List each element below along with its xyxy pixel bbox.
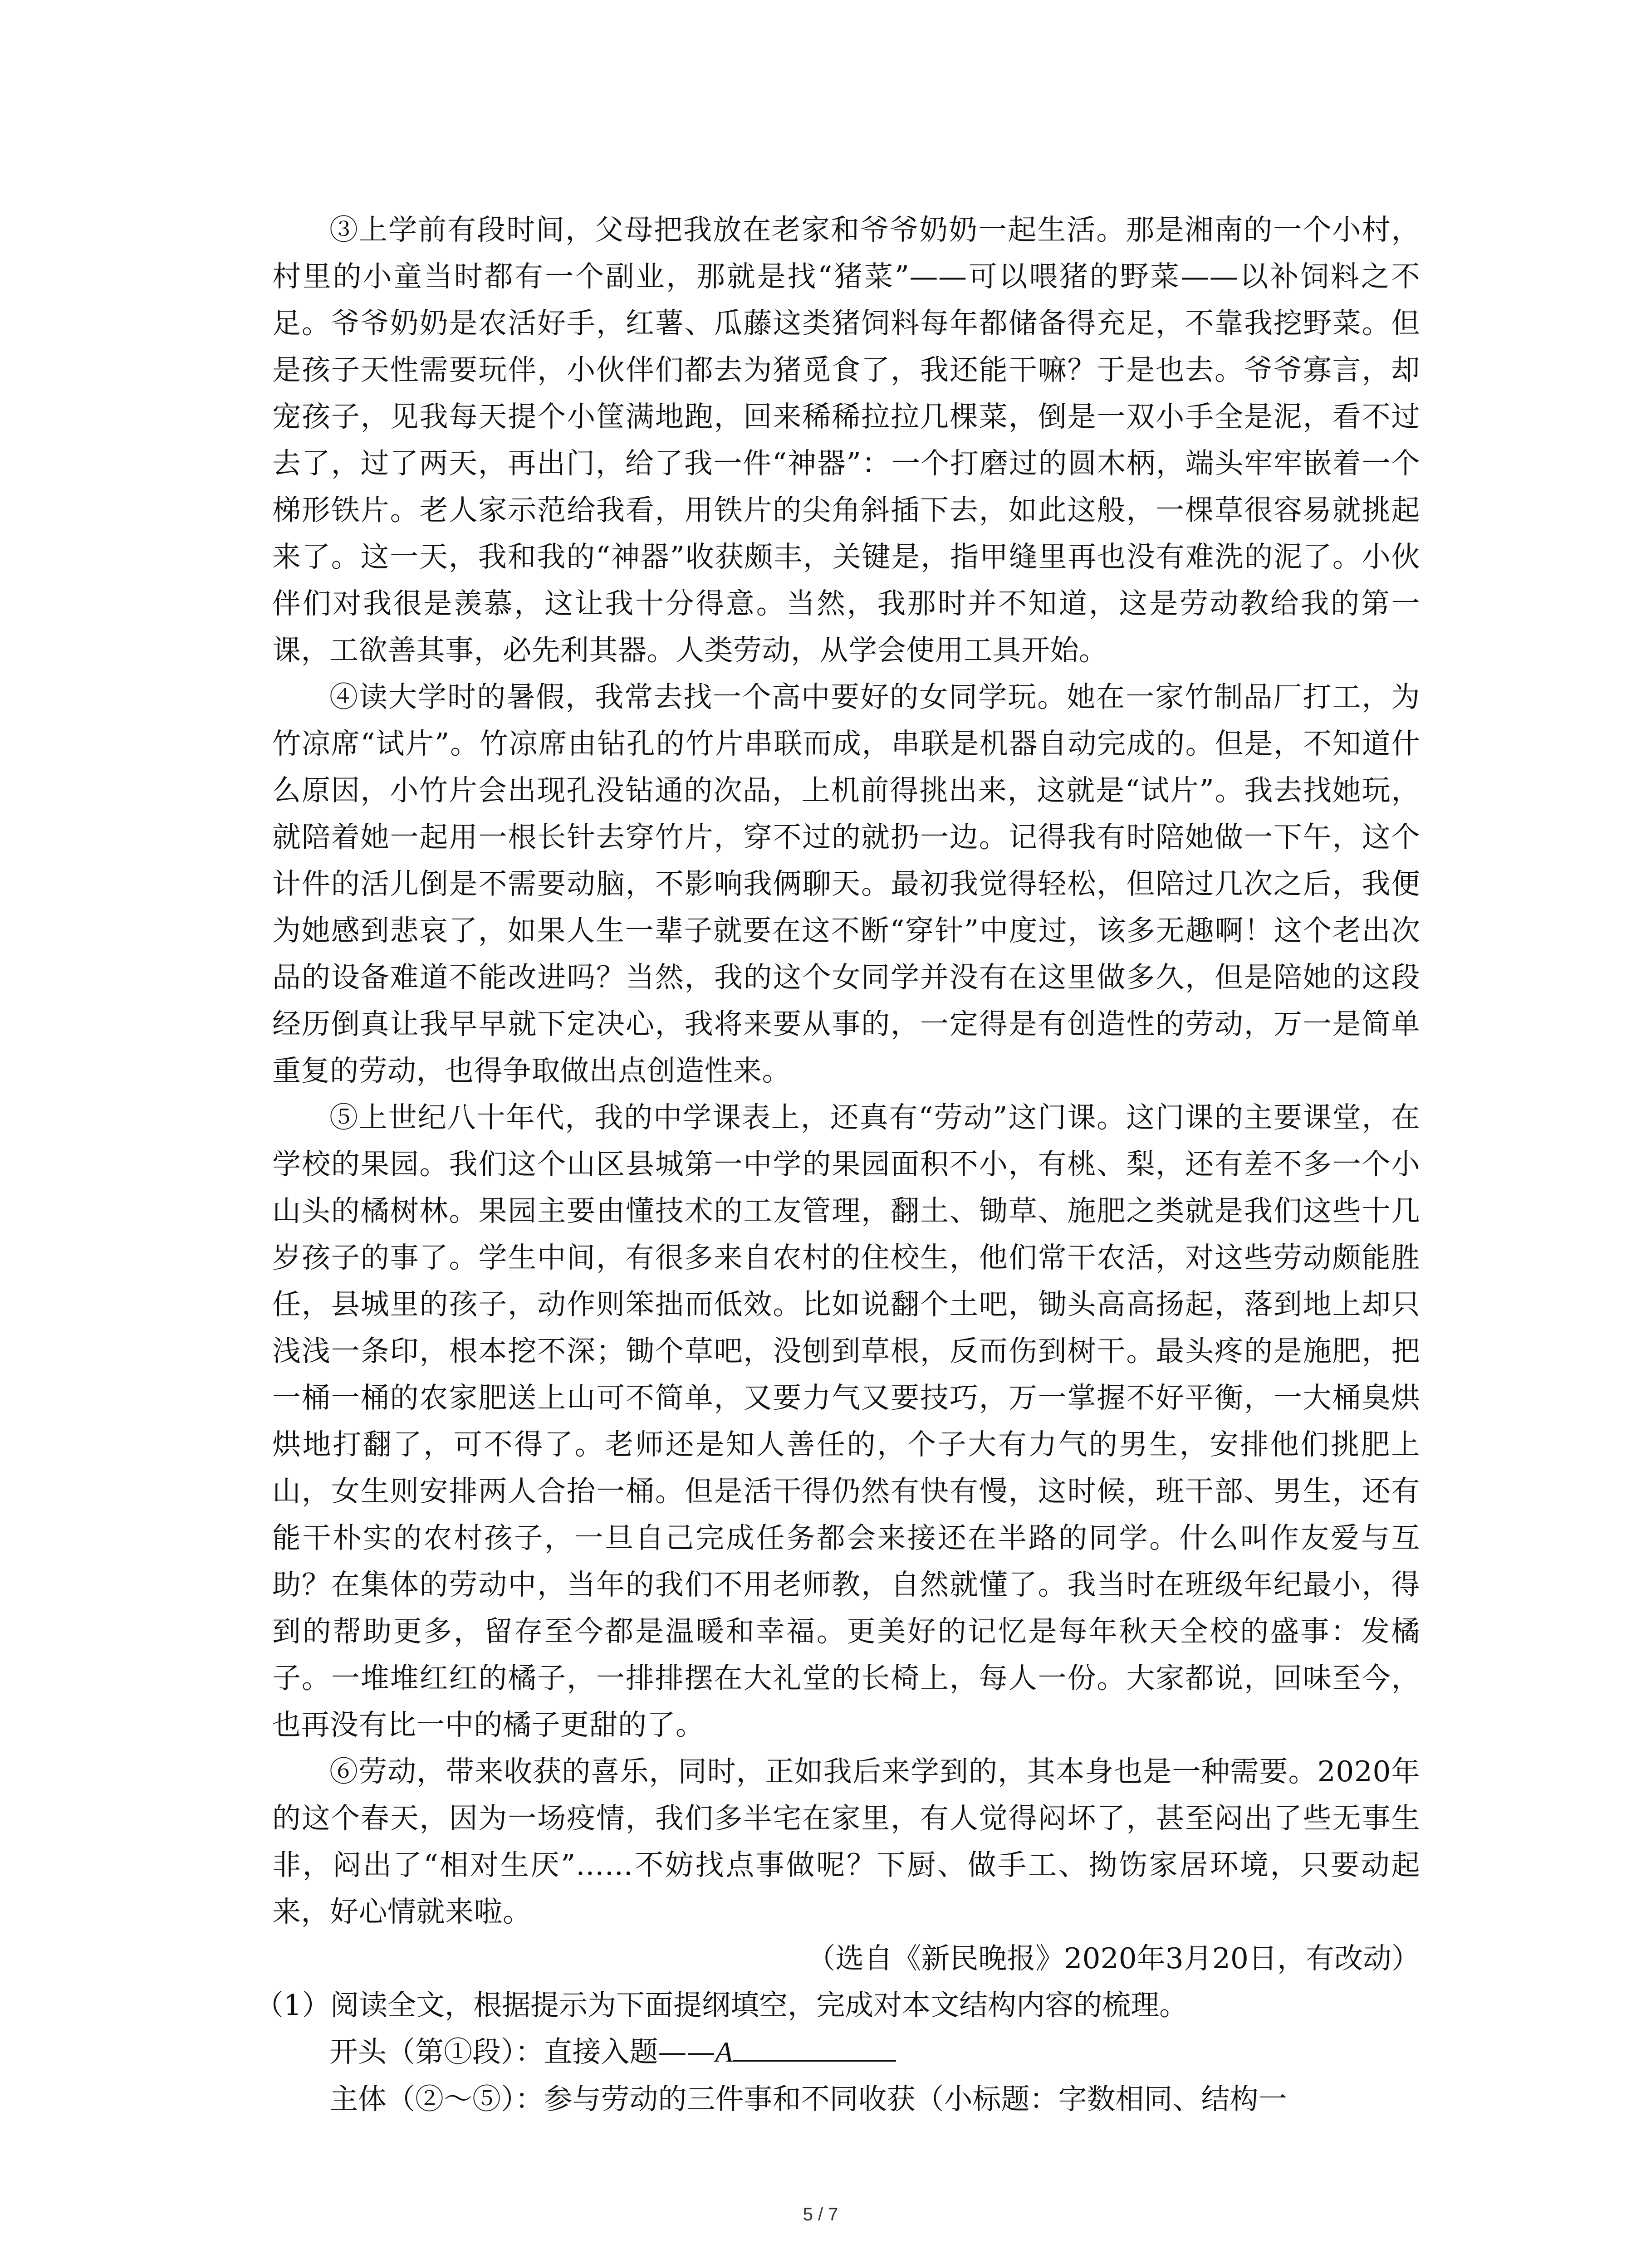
page-number: 5 / 7 — [803, 2204, 838, 2224]
document-body — [255, 206, 1420, 2122]
source-citation: （选自《新民晚报》2020年3月20日，有改动） — [807, 1942, 1420, 1975]
blank-a-label: A — [715, 2036, 733, 2068]
outline-opening-text: 开头（第①段）：直接入题—— — [329, 2035, 715, 2068]
paragraph-3: ③上学前有段时间，父母把我放在老家和爷爷奶奶一起生活。那是湘南的一个小村，村里的小童当时都有一个副业，那就是找“猪菜”——可以喂猪的野菜——以补饲料之不足。爷爷奶奶是农活好手，红薯、瓜藤这类猪饲料每年都储备得充足，不靠我挖野菜。但是孩子天性需要玩伴，小伙伴们都去为猪觅食了，我还能干嘛？于是也去。爷爷寡言，却宠孩子，见我每天提个小筐满地跑，回来稀稀拉拉几棵菜，倒是一双小手全是泥，看不过去了，过了两天，再出门，给了我一件“神器”：一个打磨过的圆木柄，端头牢牢嵌着一个梯形铁片。老人家示范给我看，用铁片的尖角斜插下去，如此这般，一棵草很容易就挑起来了。这一天，我和我的“神器”收获颇丰，关键是，指甲缝里再也没有难洗的泥了。小伙伴们对我很是羡慕，这让我十分得意。当然，我那时并不知道，这是劳动教给我的第一课，工欲善其事，必先利其器。人类劳动，从学会使用工具开始。 — [272, 213, 1420, 667]
paragraph-5: ⑤上世纪八十年代，我的中学课表上，还真有“劳动”这门课。这门课的主要课堂，在学校的果园。我们这个山区县城第一中学的果园面积不小，有桃、梨，还有差不多一个小山头的橘树林。果园主要由懂技术的工友管理，翻土、锄草、施肥之类就是我们这些十几岁孩子的事了。学生中间，有很多来自农村的住校生，他们常干农活，对这些劳动颇能胜任，县城里的孩子，动作则笨拙而低效。比如说翻个土吧，锄头高高扬起，落到地上却只浅浅一条印，根本挖不深；锄个草吧，没刨到草根，反而伤到树干。最头疼的是施肥，把一桶一桶的农家肥送上山可不简单，又要力气又要技巧，万一掌握不好平衡，一大桶臭烘烘地打翻了，可不得了。老师还是知人善任的，个子大有力气的男生，安排他们挑肥上山，女生则安排两人合抬一桶。但是活干得仍然有快有慢，这时候，班干部、男生，还有能干朴实的农村孩子，一旦自己完成任务都会来接还在半路的同学。什么叫作友爱与互助？在集体的劳动中，当年的我们不用老师教，自然就懂了。我当时在班级年纪最小，得到的帮助更多，留存至今都是温暖和幸福。更美好的记忆是每年秋天全校的盛事：发橘子。一堆堆红红的橘子，一排排摆在大礼堂的长椅上，每人一份。大家都说，回味至今，也再没有比一中的橘子更甜的了。 — [272, 1101, 1420, 1741]
outline-body: 主体（②～⑤）：参与劳动的三件事和不同收获（小标题：字数相同、结构一 — [329, 2082, 1287, 2116]
blank-a-line — [733, 2033, 896, 2062]
paragraph-6: ⑥劳动，带来收获的喜乐，同时，正如我后来学到的，其本身也是一种需要。2020年的这个春天，因为一场疫情，我们多半宅在家里，有人觉得闷坏了，甚至闷出了些无事生非，闷出了“相对生厌”……不妨找点事做呢？下厨、做手工、拗饬家居环境，只要动起来，好心情就来啦。 — [272, 1755, 1420, 1928]
paragraph-4: ④读大学时的暑假，我常去找一个高中要好的女同学玩。她在一家竹制品厂打工，为竹凉席“试片”。竹凉席由钻孔的竹片串联而成，串联是机器自动完成的。但是，不知道什么原因，小竹片会出现孔没钻通的次品，上机前得挑出来，这就是“试片”。我去找她玩，就陪着她一起用一根长针去穿竹片，穿不过的就扔一边。记得我有时陪她做一下午，这个计件的活儿倒是不需要动脑，不影响我俩聊天。最初我觉得轻松，但陪过几次之后，我便为她感到悲哀了，如果人生一辈子就要在这不断“穿针”中度过，该多无趣啊！这个老出次品的设备难道不能改进吗？当然，我的这个女同学并没有在这里做多久，但是陪她的这段经历倒真让我早早就下定决心，我将来要从事的，一定得是有创造性的劳动，万一是简单重复的劳动，也得争取做出点创造性来。 — [272, 680, 1420, 1087]
outline-opening — [329, 2028, 1420, 2076]
question-1: （1）阅读全文，根据提示为下面提纲填空，完成对本文结构内容的梳理。 — [255, 1989, 1188, 2022]
